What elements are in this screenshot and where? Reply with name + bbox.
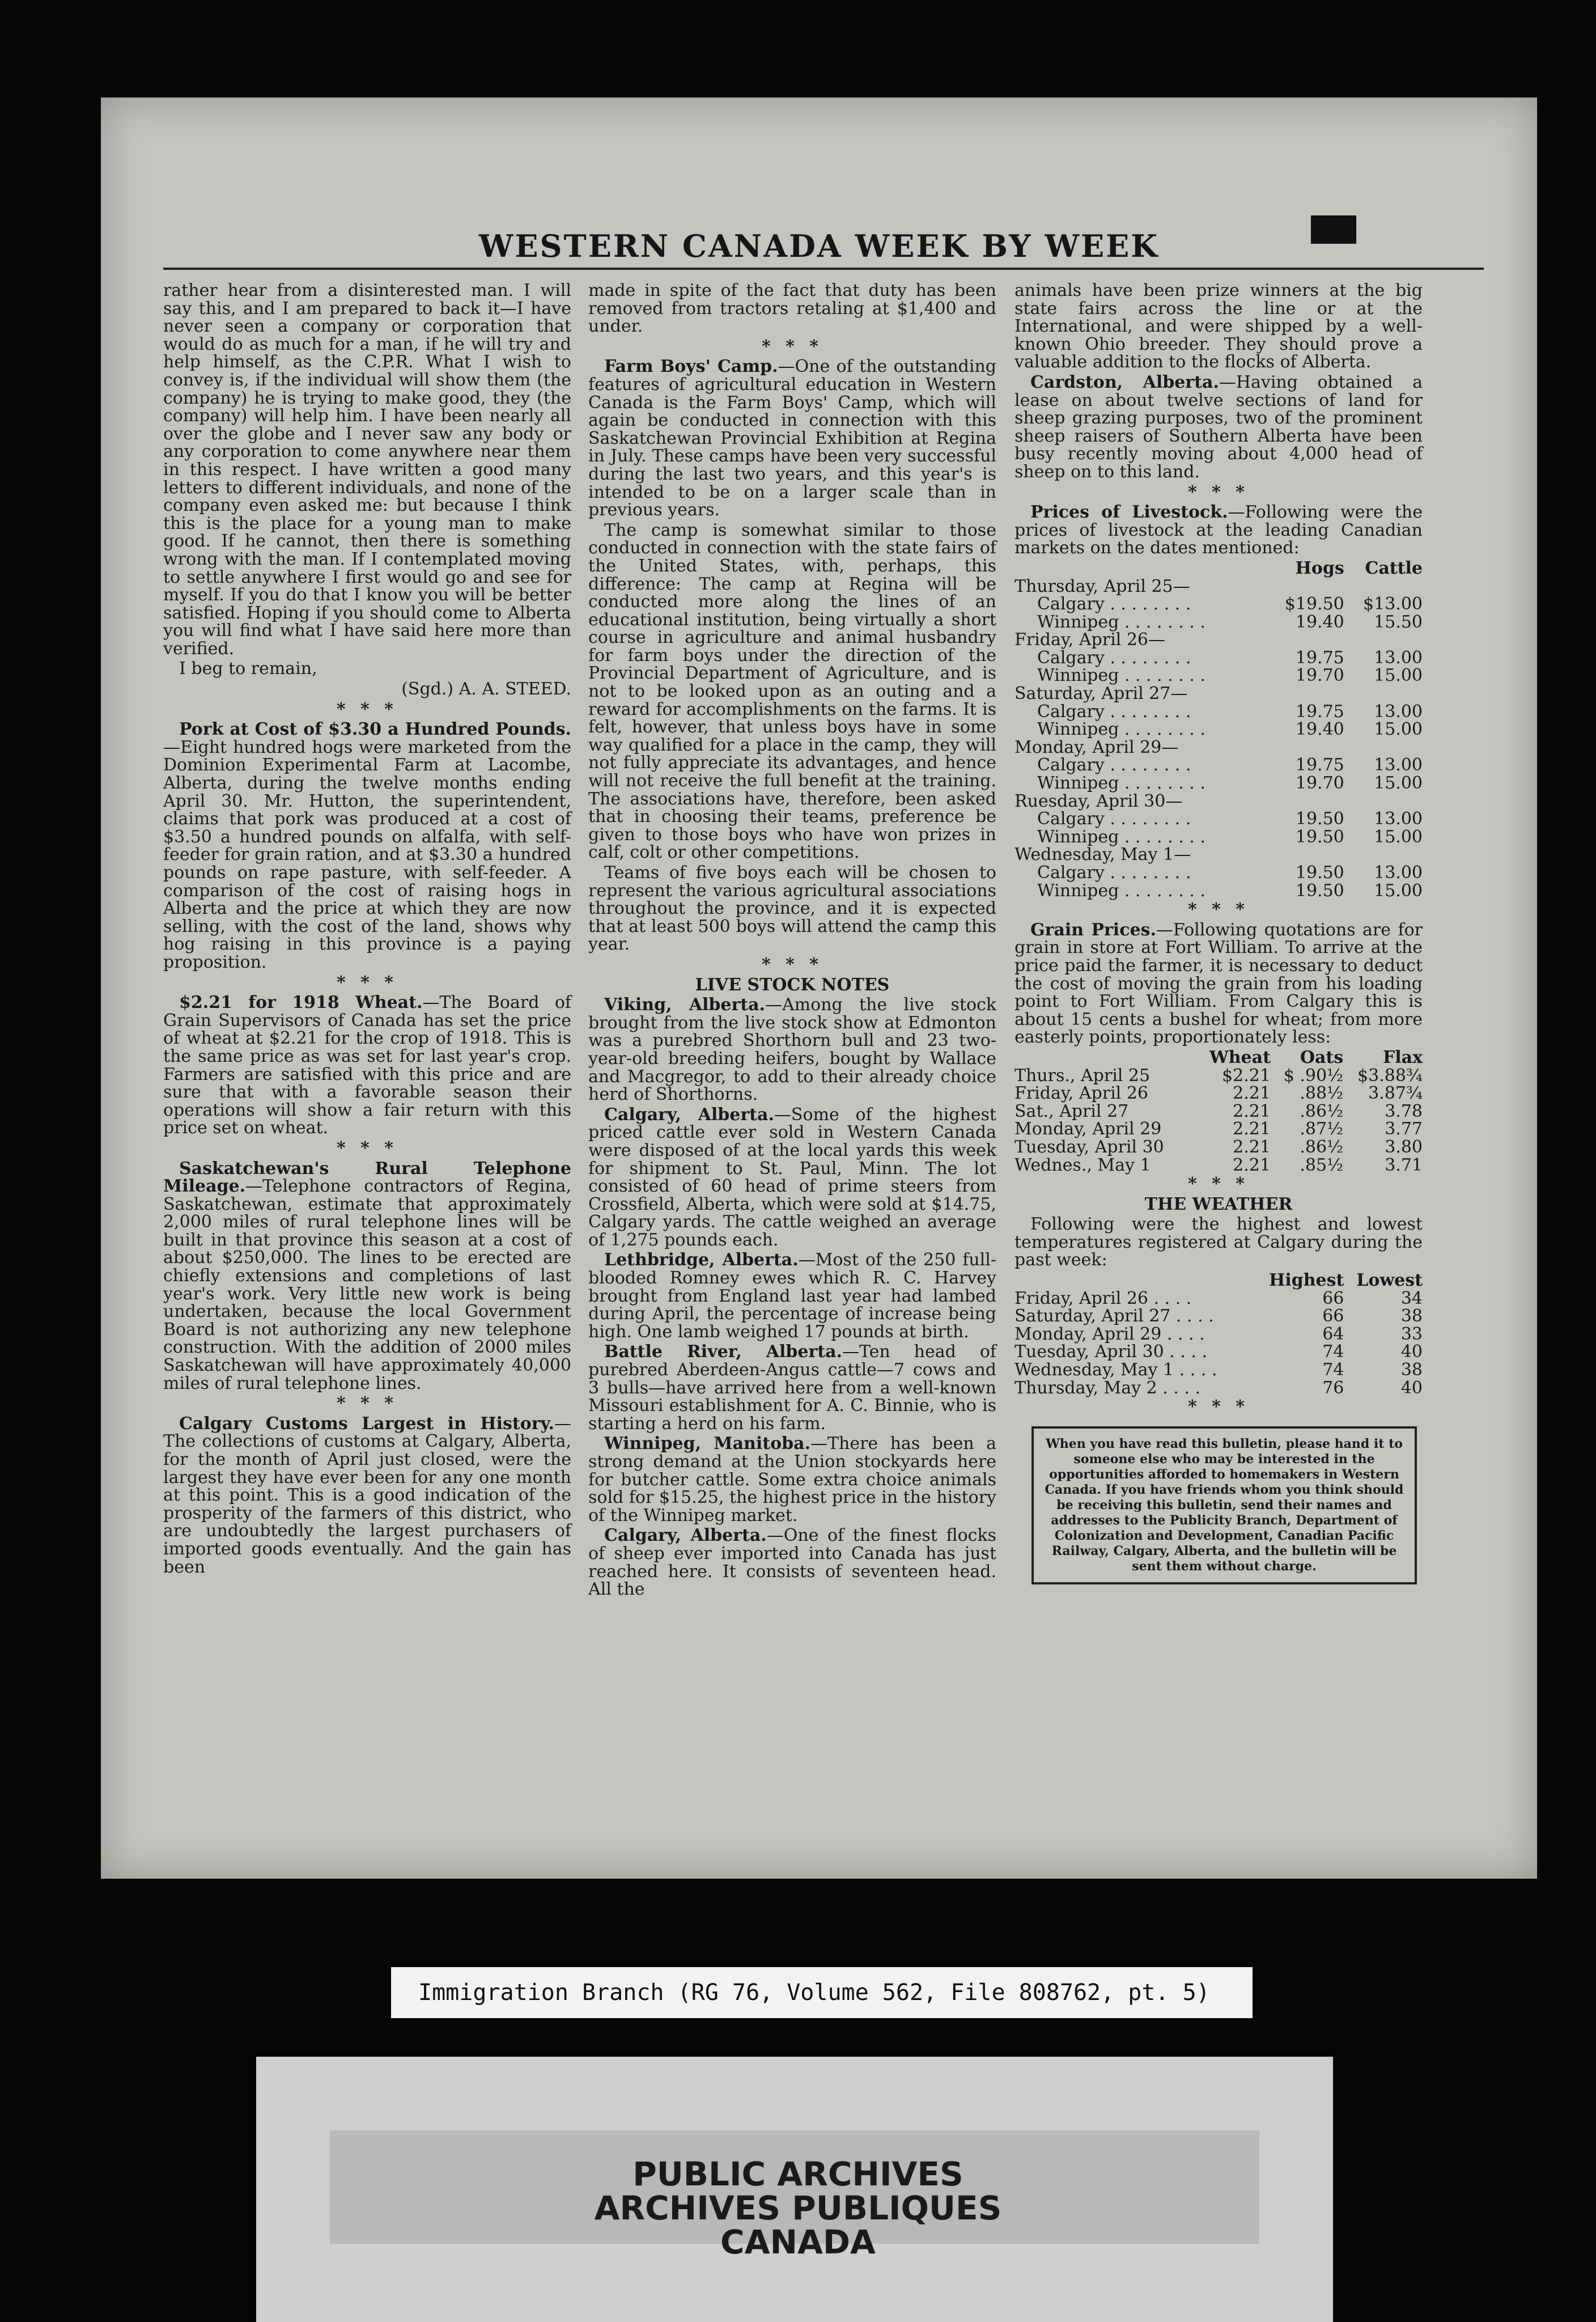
- separator: * * *: [1188, 1174, 1249, 1194]
- table-cell-cattle: 15.50: [1374, 612, 1423, 632]
- table-cell-oats: .88½: [1300, 1083, 1344, 1104]
- article-body: —Having obtained a lease on about twelve sections of land for sheep grazing purposes, two of the prominent sheep raisers of Southern Alberta have been busy recently moving about 4,000 head of sheep on to this land.: [1015, 372, 1423, 482]
- table-cell-cattle: 15.00: [1374, 773, 1423, 794]
- table-row: [1015, 1138, 1423, 1156]
- article-body: —Telephone contractors of Regina, Saskatchewan, estimate that approximately 2,000 miles of rural telephone lines will be built in that province this season at a cost of about $250,000. The lines to be erected are chiefly extensions and completions of last year's work. Very little new work is being undertaken, because the local Government Board is not authorizing any new telephone construction. With the addition of 2000 miles Saskatchewan will have approximately 40,000 miles of rural telephone lines.: [163, 1176, 571, 1393]
- column-3: [1015, 282, 1423, 1584]
- table-header-cell: [1015, 1272, 1255, 1290]
- table-row: [1015, 810, 1423, 828]
- table-cell-market: Calgary . . . . . . . .: [1037, 863, 1191, 883]
- table-cell-hogs: 19.40: [1295, 612, 1344, 632]
- table-cell-date: Thursday, May 2 . . . .: [1015, 1378, 1200, 1398]
- table-cell-wheat: 2.21: [1233, 1083, 1271, 1104]
- article-heading: $2.21 for 1918 Wheat.: [179, 993, 423, 1013]
- archive-stamp-line: PUBLIC ARCHIVES: [633, 2155, 963, 2193]
- article-heading: Calgary, Alberta.: [604, 1104, 774, 1125]
- table-cell-date: Monday, April 29—: [1015, 737, 1179, 757]
- table-date-row: [1015, 846, 1423, 864]
- table-cell-date: Tuesday, April 30: [1015, 1137, 1164, 1157]
- article-body: —One of the finest flocks of sheep ever imported into Canada has just reached here. It consists of seventeen head. All the: [588, 1526, 996, 1600]
- table-cell-cattle: 13.00: [1374, 755, 1423, 776]
- table-cell-date: Saturday, April 27—: [1015, 684, 1188, 704]
- grain-price-table: [1015, 1049, 1423, 1174]
- article-heading: Calgary Customs Largest in History.: [179, 1413, 554, 1434]
- article-tractors: made in spite of the fact that duty has been removed from tractors retaling at $1,400 and under.: [588, 281, 996, 337]
- table-cell-market: Winnipeg . . . . . . . .: [1037, 612, 1206, 632]
- table-cell-cattle: 15.00: [1374, 880, 1423, 901]
- column-1: [163, 282, 571, 1578]
- table-cell-high: 66: [1322, 1306, 1344, 1327]
- table-cell-cattle: 15.00: [1374, 827, 1423, 847]
- table-cell-market: Calgary . . . . . . . .: [1037, 701, 1191, 722]
- table-row: [1015, 1343, 1423, 1361]
- table-cell-high: 64: [1322, 1324, 1344, 1344]
- livestock-price-table: [1015, 560, 1423, 900]
- table-row: [1015, 774, 1423, 793]
- table-cell-date: Friday, April 26 . . . .: [1015, 1288, 1192, 1308]
- newspaper-page: [101, 98, 1537, 1879]
- table-cell-date: Ruesday, April 30—: [1015, 791, 1183, 811]
- separator: * * *: [337, 699, 398, 719]
- article-customs: [163, 1415, 571, 1576]
- table-row: [1015, 864, 1423, 882]
- table-cell-low: 40: [1400, 1378, 1423, 1398]
- table-date-row: [1015, 578, 1423, 596]
- separator: * * *: [337, 972, 398, 993]
- table-date-row: [1015, 739, 1423, 757]
- table-cell-low: 34: [1400, 1288, 1423, 1308]
- table-cell-date: Monday, April 29: [1015, 1119, 1162, 1139]
- table-cell-date: Friday, April 26—: [1015, 630, 1165, 650]
- article-body: —The Board of Grain Supervisors of Canada has set the price of wheat at $2.21 for the crop of 1918. This is the same price as was set for last year's crop. Farmers are satisfied with this price and are sure that with a favorable season their operations will show a fair return with this price set on wheat.: [163, 993, 571, 1138]
- table-row: [1015, 613, 1423, 632]
- article-cardston: [1015, 374, 1423, 481]
- letter-paragraph: rather hear from a disinterested man. I will say this, and I am prepared to back it—I have never seen a company or corporation that would do as much for a man, if he will try and help himself, as the C.P.R. What I wish to convey is, if the individual will show them (the company) he is trying to make good, they (the company) will help him. I have been nearly all over the globe and I never saw any body or any corporation to come anywhere near them in this respect. I have written a good many letters to different individuals, and none of the company even asked me: but because I think this is the place for a young man to make good. If he cannot, then there is something wrong with the man. If I contemplated moving to settle anywhere I first would go and see for myself. If you do that I know you will be better satisfied. Hoping if you should come to Alberta you will find what I have said here more than verified.: [163, 281, 571, 659]
- table-cell-low: 38: [1400, 1360, 1423, 1380]
- table-cell-market: Winnipeg . . . . . . . .: [1037, 773, 1206, 794]
- table-cell-market: Winnipeg . . . . . . . .: [1037, 666, 1206, 686]
- table-cell-hogs: 19.75: [1295, 755, 1344, 776]
- table-cell-date: Sat., April 27: [1015, 1101, 1129, 1121]
- article-heading: Pork at Cost of $3.30 a Hundred Pounds.: [179, 719, 571, 740]
- table-cell-market: Calgary . . . . . . . .: [1037, 809, 1191, 829]
- article-wheat: [163, 994, 571, 1137]
- article-heading: Farm Boys' Camp.: [604, 357, 778, 377]
- table-cell-hogs: 19.75: [1295, 701, 1344, 722]
- section-heading-live-stock: LIVE STOCK NOTES: [695, 974, 890, 995]
- article-heading: Battle River, Alberta.: [604, 1342, 842, 1362]
- table-cell-oats: .87½: [1300, 1119, 1344, 1139]
- table-date-row: [1015, 631, 1423, 649]
- table-cell-date: Wednesday, May 1—: [1015, 845, 1191, 865]
- table-cell-flax: 3.77: [1385, 1119, 1423, 1139]
- table-cell-date: Saturday, April 27 . . . .: [1015, 1306, 1214, 1327]
- table-cell-high: 66: [1322, 1288, 1344, 1308]
- table-cell-cattle: 13.00: [1374, 863, 1423, 883]
- article-pork: [163, 721, 571, 971]
- table-row: [1015, 1361, 1423, 1379]
- table-cell-hogs: 19.50: [1295, 827, 1344, 847]
- archive-caption: Immigration Branch (RG 76, Volume 562, File 808762, pt. 5): [418, 1980, 1210, 2006]
- table-header-row: [1015, 1049, 1423, 1067]
- separator: * * *: [1188, 900, 1249, 920]
- archive-stamp-line: ARCHIVES PUBLIQUES: [594, 2189, 1002, 2227]
- table-cell-wheat: 2.21: [1233, 1101, 1271, 1121]
- article-battle-river: [588, 1343, 996, 1433]
- table-row: [1015, 828, 1423, 846]
- table-cell-date: Monday, April 29 . . . .: [1015, 1324, 1205, 1344]
- article-heading: Prices of Livestock.: [1030, 502, 1228, 523]
- table-cell-market: Calgary . . . . . . . .: [1037, 594, 1191, 615]
- table-cell-date: Friday, April 26: [1015, 1083, 1148, 1104]
- table-cell-wheat: 2.21: [1233, 1119, 1271, 1139]
- table-date-row: [1015, 685, 1423, 703]
- table-header-cell: Wheat: [1209, 1047, 1271, 1067]
- table-header-row: [1015, 1272, 1423, 1290]
- separator: * * *: [337, 1393, 398, 1414]
- table-cell-hogs: 19.75: [1295, 647, 1344, 668]
- table-row: [1015, 649, 1423, 667]
- table-cell-oats: .85½: [1300, 1155, 1344, 1175]
- article-body: —Among the live stock brought from the live stock show at Edmonton was a purebred Shorthorn bull and 23 two-year-old breeding heifers, bought by Wallace and Macgregor, to add to their already choice herd of Shorthorns.: [588, 995, 996, 1105]
- table-cell-hogs: 19.50: [1295, 863, 1344, 883]
- table-row: [1015, 882, 1423, 900]
- article-body: —Eight hundred hogs were marketed from the Dominion Experimental Farm at Lacombe, Alberta, during the twelve months ending April 30. Mr. Hutton, the superintendent, claims that pork was produced at a cost of $3.50 a hundred pounds on alfalfa, with self-feeder for grain ration, and at $3.30 a hundred pounds on rape pasture, with self-feeder. A comparison of the cost of raising hogs in Alberta and the price at which they are now selling, with the cost of the land, shows why hog raising in this province is a paying proposition.: [163, 737, 571, 972]
- table-header-cell: Oats: [1300, 1047, 1344, 1067]
- table-row: [1015, 667, 1423, 685]
- column-2: [588, 282, 996, 1601]
- table-cell-high: 76: [1322, 1378, 1344, 1398]
- letter-signature: (Sgd.) A. A. STEED.: [401, 679, 571, 700]
- corner-tab: [1311, 215, 1356, 244]
- table-cell-cattle: 13.00: [1374, 809, 1423, 829]
- table-cell-market: Winnipeg . . . . . . . .: [1037, 880, 1206, 901]
- table-cell-market: Winnipeg . . . . . . . .: [1037, 827, 1206, 847]
- article-body: —Most of the 250 full-blooded Romney ewes which R. C. Harvey brought from England last year had lambed during April, the percentage of increase being high. One lamb weighed 17 pounds at birth.: [588, 1250, 996, 1342]
- table-cell-flax: 3.87¾: [1368, 1083, 1423, 1104]
- table-row: [1015, 1379, 1423, 1397]
- article-heading: Grain Prices.: [1030, 920, 1156, 940]
- table-row: [1015, 1156, 1423, 1175]
- table-row: [1015, 1307, 1423, 1325]
- article-body: —Following were the prices of livestock at the leading Canadian markets on the dates mentioned:: [1015, 502, 1423, 558]
- table-cell-date: Tuesday, April 30 . . . .: [1015, 1342, 1208, 1362]
- table-cell-cattle: 15.00: [1374, 666, 1423, 686]
- table-header-cell: Highest: [1269, 1270, 1344, 1291]
- page-title: WESTERN CANADA WEEK BY WEEK: [478, 228, 1160, 264]
- table-cell-low: 33: [1400, 1324, 1423, 1344]
- article-heading: Lethbridge, Alberta.: [604, 1250, 799, 1270]
- article-lethbridge: [588, 1251, 996, 1341]
- table-cell-low: 38: [1400, 1306, 1423, 1327]
- article-camp-3: Teams of five boys each will be chosen to represent the various agricultural associations throughout the province, and it is expected that at least 500 boys will attend the camp this year.: [588, 863, 996, 955]
- article-telephone: [163, 1160, 571, 1393]
- article-animals: animals have been prize winners at the big state fairs across the line or at the International, and were shipped by a well-known Ohio breeder. They should prove a valuable addition to the flocks of Alberta.: [1015, 281, 1423, 372]
- table-row: [1015, 1103, 1423, 1121]
- table-header-cell: [1015, 1049, 1196, 1067]
- article-heading: Viking, Alberta.: [604, 995, 766, 1015]
- table-row: [1015, 721, 1423, 739]
- table-cell-date: Thurs., April 25: [1015, 1065, 1151, 1086]
- table-cell-oats: .86½: [1300, 1137, 1344, 1157]
- article-grain-prices: [1015, 921, 1423, 1046]
- table-header-cell: [1015, 560, 1266, 578]
- table-row: [1015, 703, 1423, 721]
- article-body: —One of the outstanding features of agricultural education in Western Canada is the Farm Boys' Camp, which will again be conducted in connection with this Saskatchewan Provincial Exhibition at Regina in July. These camps have been very successful during the last two years, and this year's is intended to be on a larger scale than in previous years.: [588, 357, 996, 520]
- table-cell-cattle: 13.00: [1374, 647, 1423, 668]
- table-header-cell: Lowest: [1356, 1270, 1423, 1291]
- table-row: [1015, 1067, 1423, 1085]
- article-calgary-sheep: [588, 1527, 996, 1598]
- table-row: [1015, 1084, 1423, 1103]
- article-body: —Following quotations are for grain in store at Fort William. To arrive at the price paid the farmer, it is necessary to deduct the cost of moving the grain from his loading point to Fort William. From Calgary this is about 15 cents a bushel for wheat; from more easterly points, proportionately less:: [1015, 920, 1423, 1048]
- article-viking: [588, 996, 996, 1104]
- table-cell-flax: 3.80: [1385, 1137, 1423, 1157]
- table-cell-flax: 3.71: [1385, 1155, 1423, 1175]
- table-header-row: [1015, 560, 1423, 578]
- article-camp: [588, 358, 996, 519]
- table-cell-cattle: $13.00: [1363, 594, 1423, 615]
- article-heading: Saskatchewan's Rural Telephone Mileage.: [163, 1158, 571, 1197]
- table-cell-hogs: 19.50: [1295, 809, 1344, 829]
- table-cell-oats: .86½: [1300, 1101, 1344, 1121]
- table-cell-cattle: 13.00: [1374, 701, 1423, 722]
- article-heading: Winnipeg, Manitoba.: [604, 1434, 810, 1454]
- article-body: —There has been a strong demand at the Union stockyards here for butcher cattle. Some extra choice animals sold for $15.25, the highest price in the history of the Winnipeg market.: [588, 1434, 997, 1526]
- table-cell-market: Calgary . . . . . . . .: [1037, 647, 1191, 668]
- table-cell-hogs: 19.70: [1295, 773, 1344, 794]
- article-body: —Some of the highest priced cattle ever sold in Western Canada were disposed of at the local yards this week for shipment to St. Paul, Minn. The lot consisted of 60 head of prime steers from Crossfield, Alberta, which were sold at $14.75, Calgary yards. The cattle weighed an average of 1,275 pounds each.: [588, 1104, 996, 1250]
- table-row: [1015, 756, 1423, 774]
- table-cell-oats: $ .90½: [1283, 1065, 1344, 1086]
- table-cell-high: 74: [1322, 1342, 1344, 1362]
- table-cell-date: Wednes., May 1: [1015, 1155, 1151, 1175]
- archive-stamp-line: CANADA: [720, 2223, 876, 2261]
- separator: * * *: [337, 1138, 398, 1158]
- table-cell-wheat: 2.21: [1233, 1155, 1271, 1175]
- table-cell-date: Wednesday, May 1 . . . .: [1015, 1360, 1217, 1380]
- table-cell-wheat: $2.21: [1222, 1065, 1271, 1086]
- weather-table: [1015, 1272, 1423, 1397]
- table-row: [1015, 1120, 1423, 1138]
- table-cell-hogs: $19.50: [1284, 594, 1344, 615]
- table-cell-hogs: 19.40: [1295, 719, 1344, 740]
- table-cell-date: Thursday, April 25—: [1015, 576, 1190, 596]
- article-camp-2: The camp is somewhat similar to those conducted in connection with the state fairs of the United States, with, perhaps, this difference: The camp at Regina will be conducted more along the lines of an educational institution, being virtually a short course in agriculture and animal husbandry for farm boys under the direction of the Provincial Department of Agriculture, and is not to be looked upon as an outing and a reward for accomplishments on the farms. It is felt, however, that unless boys have in some way qualified for a place in the camp, they will not fully appreciate its advantages, and hence will not receive the full benefit at the training. The associations have, therefore, been asked that in choosing their teams, preference be given to those boys who have won prizes in calf, colt or other competitions.: [588, 520, 996, 863]
- table-cell-flax: 3.78: [1385, 1101, 1423, 1121]
- table-date-row: [1015, 793, 1423, 811]
- table-cell-hogs: 19.50: [1295, 880, 1344, 901]
- separator: * * *: [1188, 482, 1249, 502]
- article-heading: Cardston, Alberta.: [1030, 372, 1219, 392]
- letter-closing: I beg to remain,: [179, 659, 317, 679]
- article-calgary-cattle: [588, 1106, 996, 1249]
- table-row: [1015, 1290, 1423, 1308]
- table-header-cell: Hogs: [1295, 558, 1344, 578]
- table-header-cell: Flax: [1382, 1047, 1423, 1067]
- bulletin-notice-box: When you have read this bulletin, please hand it to someone else who may be interested in the opportunities afforded to homemakers in Western Canada. If you have friends whom you think should be receiving this bulletin, send their names and addresses to the Publicity Branch, Department of Colonization and Development, Canadian Pacific Railway, Calgary, Alberta, and the bulletin will be sent them without charge.: [1032, 1426, 1417, 1584]
- table-cell-low: 40: [1400, 1342, 1423, 1362]
- header-rule: [163, 268, 1484, 270]
- table-cell-cattle: 15.00: [1374, 719, 1423, 740]
- table-header-cell: Cattle: [1365, 558, 1423, 578]
- table-cell-high: 74: [1322, 1360, 1344, 1380]
- separator: * * *: [762, 954, 823, 974]
- weather-intro: Following were the highest and lowest temperatures registered at Calgary during the past week:: [1015, 1214, 1423, 1270]
- separator: * * *: [762, 336, 823, 357]
- article-heading: Calgary, Alberta.: [604, 1526, 767, 1546]
- table-row: [1015, 1325, 1423, 1344]
- section-heading-weather: THE WEATHER: [1144, 1194, 1293, 1214]
- article-body: —The collections of customs at Calgary, Alberta, for the month of April just closed, were the largest they have ever been for any one month at this point. This is a good indication of the prosperity of the farmers of this district, who are undoubtedly the largest purchasers of imported goods eventually. And the gain has been: [163, 1413, 571, 1577]
- table-cell-hogs: 19.70: [1295, 666, 1344, 686]
- article-livestock-prices: [1015, 503, 1423, 557]
- article-body: —Ten head of purebred Aberdeen-Angus cattle—7 cows and 3 bulls—have arrived here from a well-known Missouri establishment for A. C. Binnie, who is starting a herd on his farm.: [588, 1342, 996, 1434]
- table-cell-wheat: 2.21: [1233, 1137, 1271, 1157]
- separator: * * *: [1188, 1397, 1249, 1417]
- table-cell-flax: $3.88¾: [1357, 1065, 1423, 1086]
- table-row: [1015, 595, 1423, 613]
- table-cell-market: Winnipeg . . . . . . . .: [1037, 719, 1206, 740]
- table-cell-market: Calgary . . . . . . . .: [1037, 755, 1191, 776]
- article-winnipeg: [588, 1435, 996, 1524]
